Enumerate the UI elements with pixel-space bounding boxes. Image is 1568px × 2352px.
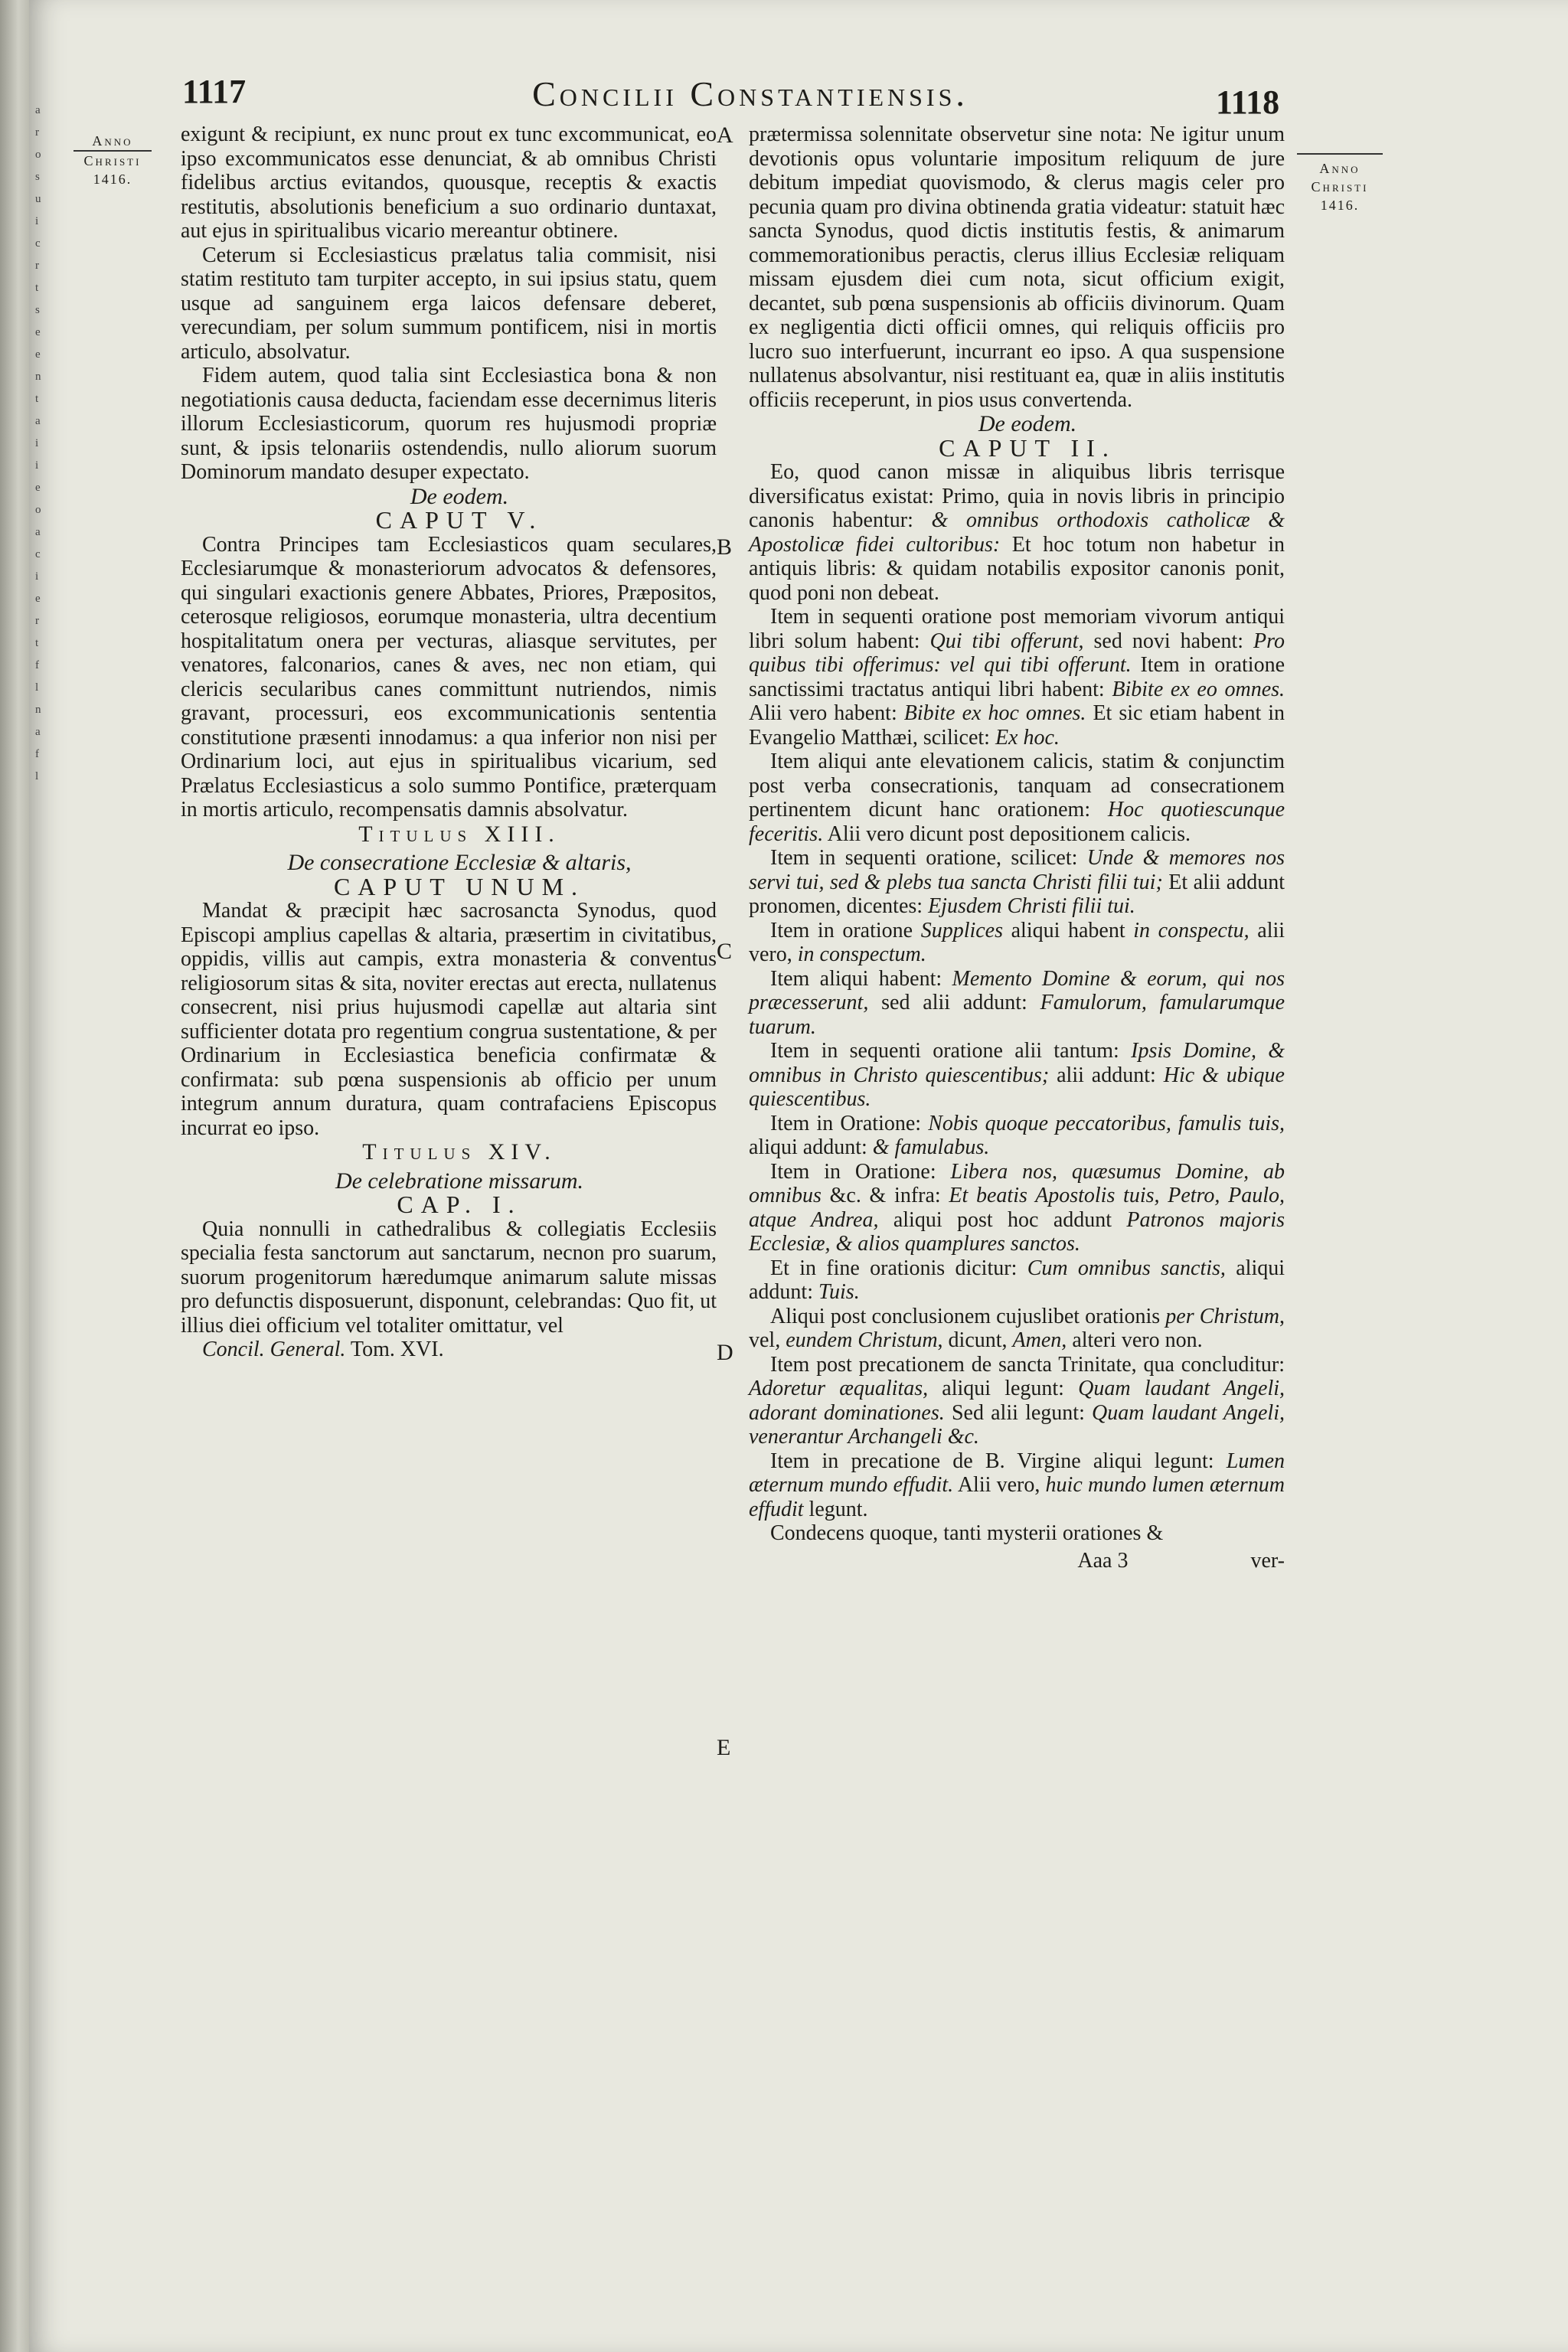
edge-fragment: r bbox=[35, 260, 39, 272]
text-run: &c. & infra: bbox=[829, 1184, 941, 1207]
text-run: alteri vero non. bbox=[1072, 1328, 1203, 1352]
paragraph bbox=[749, 967, 1285, 1040]
edge-fragment: f bbox=[35, 659, 39, 671]
quote-run: Cum omnibus sanctis, bbox=[1027, 1256, 1226, 1280]
right-column bbox=[749, 122, 1285, 1573]
catchword: ver- bbox=[1250, 1548, 1285, 1573]
text-run: Item post precationem de sancta Trinitate, qua concluditur: bbox=[770, 1352, 1285, 1377]
edge-fragment: c bbox=[35, 548, 41, 560]
text-run: Item aliqui ante elevationem calicis, statim & conjunctim post verba consecrationis, tanquam ad consecrationem pertinentem dicunt hanc orationem: bbox=[749, 750, 1285, 822]
edge-fragment: i bbox=[35, 437, 39, 449]
paragraph bbox=[749, 750, 1285, 846]
edge-fragment: i bbox=[35, 570, 39, 583]
text-run: , vel bbox=[749, 1304, 1285, 1352]
quote-run: Et beatis Apostolis tuis, Petro, Paulo, atque Andrea, bbox=[749, 1184, 1285, 1232]
paragraph: Contra Principes tam Ecclesiasticos quam seculares, Ecclesiarumque & monasteriorum advocatos & defensores, qui singulari exactionis genere Abbates, Priores, Præpositos, ceterosque religiosos, eorumque monasteria, ultra decentium hospitalitatum onera per vecturas, aliasque servitutes, per venatores, falconarios, canes & aves, nec non etiam, qui clericis secularibus canes committunt nutriendos, nimis gravant, processuri, eos excommunicationis sententia constitutione præsenti innodamus: a qua inferior non nisi per Ordinarium loci, aut ejus in spiritualibus vicarium, sed Prælatus Ecclesiasticus a solo summo Pontifice, præterquam in mortis articulo, recompensatis damnis absolvatur. bbox=[181, 532, 717, 822]
chapter-heading: CAPUT UNUM. bbox=[333, 872, 586, 900]
text-run: Sed alii legunt: bbox=[951, 1400, 1085, 1425]
text-run: sed novi habent: bbox=[1093, 629, 1244, 653]
page-number-right: 1118 bbox=[1216, 83, 1280, 121]
quote-run: Hic & ubique quiescentibus. bbox=[749, 1063, 1285, 1111]
book-spine bbox=[0, 0, 31, 2352]
margin-anno: Anno bbox=[1319, 161, 1361, 176]
edge-fragment: t bbox=[35, 282, 39, 294]
edge-fragment: t bbox=[35, 393, 39, 405]
paragraph bbox=[749, 1305, 1285, 1353]
quote-run: , eundem Christum bbox=[775, 1328, 938, 1352]
quote-run: Adoretur æqualitas, bbox=[749, 1377, 929, 1400]
page-signature-line bbox=[749, 1549, 1285, 1573]
paragraph: Ceterum si Ecclesiasticus prælatus talia commisit, nisi statim restituto tam turpiter accepto, in sui ipsius statu, quem usque ad sanguinem erga laicos defensare deberet, verecundiam, per solum summum pontificem, nisi in mortis articulo, absolvatur. bbox=[181, 243, 717, 364]
margin-note-left bbox=[70, 132, 155, 188]
section-letter-c: C bbox=[717, 939, 733, 964]
text-run: Item in sequenti oratione, scilicet: bbox=[770, 846, 1078, 870]
quote-run: Tuis. bbox=[818, 1280, 860, 1304]
paragraph: Fidem autem, quod talia sint Ecclesiastica bona & non negotiationis causa deducta, faciendam esse decernimus literis illorum Ecclesiasticorum, quorum res hujusmodi propriæ sunt, & ipsis telonariis ostendendis, nullo aliorum suorum Dominorum mandato desuper expectato. bbox=[181, 364, 717, 484]
edge-fragment: t bbox=[35, 637, 39, 649]
quote-run: Patronos majoris Ecclesiæ, & alios quamplures sanctos. bbox=[749, 1207, 1285, 1256]
edge-fragment: l bbox=[35, 681, 39, 694]
quote-run: Pro quibus tibi offerimus: vel qui tibi offerunt. bbox=[749, 629, 1285, 677]
text-run: Eo, quod canon missæ in aliquibus libris terrisque diversificatus existat: Primo, quia in novis libris in principio canonis habentur: bbox=[749, 460, 1285, 532]
quote-run: Famulorum, famularumque tuarum. bbox=[749, 991, 1285, 1039]
quote-run: huic mundo lumen æternum effudit bbox=[749, 1473, 1285, 1521]
text-run: Et sic etiam habent in Evangelio Matthæi, scilicet: bbox=[749, 701, 1285, 750]
text-run: Alii vero dicunt post depositionem calicis. bbox=[827, 822, 1191, 846]
text-run: Et alii addunt pronomen, dicentes: bbox=[749, 870, 1285, 918]
edge-fragment: a bbox=[35, 726, 41, 738]
text-run: aliqui addunt: bbox=[749, 1135, 867, 1159]
signature-mark: Aaa 3 bbox=[1077, 1548, 1129, 1573]
section-letter-d: D bbox=[717, 1340, 733, 1365]
edge-fragment: c bbox=[35, 237, 41, 250]
quote-run: Bibite ex eo omnes. bbox=[1112, 677, 1285, 701]
text-run: Item in precatione de B. Virgine aliqui legunt: bbox=[770, 1449, 1214, 1473]
quote-run: per Christum bbox=[1165, 1304, 1280, 1328]
margin-anno: Anno bbox=[92, 133, 133, 149]
paragraph bbox=[749, 1449, 1285, 1522]
edge-fragment: n bbox=[35, 704, 41, 716]
text-run: Et in fine orationis dicitur: bbox=[770, 1256, 1018, 1280]
edge-fragment: a bbox=[35, 526, 41, 538]
paragraph: prætermissa solennitate observetur sine nota: Ne igitur unum devotionis opus voluntarie impositum reliquum de jure debitum impediat quovismodo, & clerus magis celer pro pecunia quam pro divina obtinenda gratia videatur: statuit hæc sancta Synodus, quod dictis institutis festis, & animarum commemorationibus peractis, clerus illius Ecclesiæ reliquam missam ejusdem diei cum nota, sicut officium exigit, decantet, sub pœna suspensionis ab officiis divinorum. Quam ex negligentia dicti officii omnes, qui reliquis officiis pro lucro suo interfuerunt, incurrant eo ipso. A qua suspensione nullatenus absolvantur, nisi restituant ea, quæ in aliis institutis officiis receperunt, in pios usus convertenda. bbox=[749, 122, 1285, 412]
margin-christi: Christi bbox=[1311, 179, 1369, 194]
quote-run: Hoc quotiescunque feceritis. bbox=[749, 798, 1285, 846]
margin-year: 1416. bbox=[1320, 198, 1360, 213]
section-letter-e: E bbox=[717, 1735, 731, 1760]
quote-run: & omnibus orthodoxis catholicæ & Apostolicæ fidei cultoribus: bbox=[749, 508, 1285, 557]
text-run: Aliqui post conclusionem cujuslibet orationis bbox=[770, 1304, 1161, 1328]
edge-fragment: s bbox=[35, 171, 40, 183]
section-subheading: De eodem. bbox=[978, 411, 1077, 436]
section-subheading: De celebratione missarum. bbox=[335, 1168, 584, 1194]
footer-volume: Tom. XVI. bbox=[350, 1338, 444, 1361]
title-heading: Titulus XIII. bbox=[358, 821, 560, 847]
quote-run: Memento Domine & eorum, qui nos præcesserunt, bbox=[749, 966, 1285, 1014]
section-letter-a: A bbox=[717, 122, 733, 148]
margin-note-right bbox=[1294, 153, 1386, 214]
quote-run: Libera nos, quæsumus Domine, ab omnibus bbox=[749, 1159, 1285, 1207]
quote-run: Quam laudant Angeli, adorant dominationes. bbox=[749, 1377, 1285, 1425]
edge-fragment: r bbox=[35, 126, 39, 139]
text-run: Alii vero habent: bbox=[749, 701, 897, 725]
paragraph bbox=[749, 919, 1285, 967]
chapter-heading: CAP. I. bbox=[397, 1191, 522, 1218]
quote-run: Ejusdem Christi filii tui. bbox=[928, 894, 1135, 918]
text-run: Item in Oratione: bbox=[770, 1159, 936, 1184]
quote-run: Supplices bbox=[920, 918, 1003, 942]
edge-fragment: e bbox=[35, 593, 41, 605]
text-run: alii vero, bbox=[749, 918, 1285, 966]
edge-fragment: o bbox=[35, 149, 41, 161]
text-run: Item in sequenti oratione post memoriam vivorum antiqui libri solum habent: bbox=[749, 605, 1285, 653]
text-run: Item in Oratione: bbox=[770, 1111, 922, 1135]
edge-fragment: a bbox=[35, 104, 41, 116]
quote-run: Qui tibi offerunt, bbox=[929, 629, 1084, 653]
paragraph bbox=[749, 1256, 1285, 1305]
footer-note bbox=[181, 1338, 717, 1362]
quote-run: Quam laudant Angeli, venerantur Archangeli &c. bbox=[749, 1400, 1285, 1449]
edge-fragment: f bbox=[35, 748, 39, 760]
section-subheading: De eodem. bbox=[410, 483, 509, 509]
edge-fragment: l bbox=[35, 770, 39, 782]
quote-run: Ex hoc. bbox=[995, 725, 1060, 750]
paragraph bbox=[749, 460, 1285, 605]
text-run: aliqui post hoc addunt bbox=[893, 1207, 1112, 1232]
quote-run: Unde & memores nos servi tui, sed & plebs tua sancta Christi filii tui; bbox=[749, 846, 1285, 894]
title-heading: Titulus XIV. bbox=[362, 1139, 557, 1165]
section-subheading: De consecratione Ecclesiæ & altaris, bbox=[287, 850, 632, 875]
section-letter-b: B bbox=[717, 534, 733, 560]
quote-run: Lumen æternum mundo effudit. bbox=[749, 1449, 1285, 1497]
chapter-heading: CAPUT II. bbox=[939, 433, 1116, 462]
text-run: aliqui legunt: bbox=[942, 1377, 1064, 1400]
text-run: Et hoc totum non habetur in antiquis libris: & quidam notabilis expositor canonis ponit, quod poni non debeat. bbox=[749, 532, 1285, 605]
text-run: alii addunt: bbox=[1057, 1063, 1156, 1087]
quote-run: in conspectum. bbox=[797, 942, 926, 966]
paragraph bbox=[749, 1160, 1285, 1256]
text-run: aliqui habent bbox=[1011, 918, 1125, 942]
quote-run: & famulabus. bbox=[872, 1135, 990, 1159]
quote-run: Bibite ex hoc omnes. bbox=[903, 701, 1086, 725]
paragraph: Condecens quoque, tanti mysterii orationes & bbox=[770, 1521, 1164, 1545]
text-run: Item in oratione bbox=[770, 918, 913, 942]
edge-fragment: r bbox=[35, 615, 39, 627]
text-run: Item aliqui habent: bbox=[770, 966, 942, 991]
edge-fragment: i bbox=[35, 215, 39, 227]
edge-fragment: e bbox=[35, 482, 41, 494]
footer-collection: Concil. General. bbox=[202, 1338, 346, 1361]
edge-fragment: a bbox=[35, 415, 41, 427]
text-run: sed alii addunt: bbox=[881, 991, 1027, 1014]
margin-year: 1416. bbox=[93, 172, 132, 187]
edge-fragment: e bbox=[35, 326, 41, 338]
text-run: aliqui addunt: bbox=[749, 1256, 1285, 1304]
paragraph bbox=[749, 846, 1285, 919]
text-run: Item in sequenti oratione alii tantum: bbox=[770, 1039, 1119, 1063]
quote-run: Nobis quoque peccatoribus, famulis tuis, bbox=[928, 1111, 1285, 1135]
paragraph: exigunt & recipiunt, ex nunc prout ex tunc excommunicat, eo ipso excommunicatos esse denunciat, & ab omnibus Christi fidelibus arctius evitandos, quousque, receptis & exactis restitutis, absolutionis beneficium a suo ordinario duntaxat, aut ejus in spiritualibus vicario mereantur obtinere. bbox=[181, 122, 717, 243]
edge-fragment: i bbox=[35, 459, 39, 472]
paragraph bbox=[749, 1039, 1285, 1112]
left-column bbox=[181, 122, 717, 1362]
page-number-left: 1117 bbox=[182, 73, 247, 110]
chapter-heading: CAPUT V. bbox=[375, 506, 544, 534]
paragraph bbox=[749, 1353, 1285, 1449]
quote-run: Ipsis Domine, & omnibus in Christo quiescentibus; bbox=[749, 1039, 1285, 1087]
quote-run: in conspectu, bbox=[1133, 918, 1250, 942]
paragraph: Quia nonnulli in cathedralibus & collegiatis Ecclesiis specialia festa sanctorum aut sanctarum, necnon pro suarum, suorum progenitorum hæredumque animarum salute missas pro defunctis disposuerunt, disponunt, celebrandas: Quo fit, ut illius diei officium vel totaliter omittatur, vel bbox=[181, 1217, 717, 1338]
text-run: Alii vero, bbox=[957, 1473, 1040, 1497]
paragraph bbox=[749, 1112, 1285, 1160]
paragraph bbox=[749, 605, 1285, 750]
text-run: Item in oratione sanctissimi tractatus antiqui libri habent: bbox=[749, 653, 1285, 701]
quote-run: Amen, bbox=[1012, 1328, 1067, 1352]
edge-fragment: e bbox=[35, 348, 41, 361]
edge-fragment: s bbox=[35, 304, 40, 316]
previous-page-edge bbox=[35, 100, 46, 788]
edge-fragment: o bbox=[35, 504, 41, 516]
edge-fragment: n bbox=[35, 371, 41, 383]
text-run: , dicunt, bbox=[937, 1328, 1008, 1352]
text-run: legunt. bbox=[808, 1497, 868, 1521]
paragraph: Mandat & præcipit hæc sacrosancta Synodus, quod Episcopi amplius capellas & altaria, præsertim in civitatibus, oppidis, villis aut campis, extra monasteria & conventus religiosorum sitas & sita, noviter erectas aut erecta, nullatenus consecrent, nisi prius hujusmodi capellæ aut altaria sint sufficienter dotata pro regentium congrua sustentatione, & per Ordinarium in Ecclesiastica beneficia confirmatæ & confirmata: sub pœna suspensionis ab officio per unum integrum annum duratura, quam contrafaciens Episcopus incurrat eo ipso. bbox=[181, 899, 717, 1140]
running-head-title: Concilii Constantiensis. bbox=[532, 74, 969, 113]
margin-christi: Christi bbox=[83, 153, 142, 168]
edge-fragment: u bbox=[35, 193, 41, 205]
